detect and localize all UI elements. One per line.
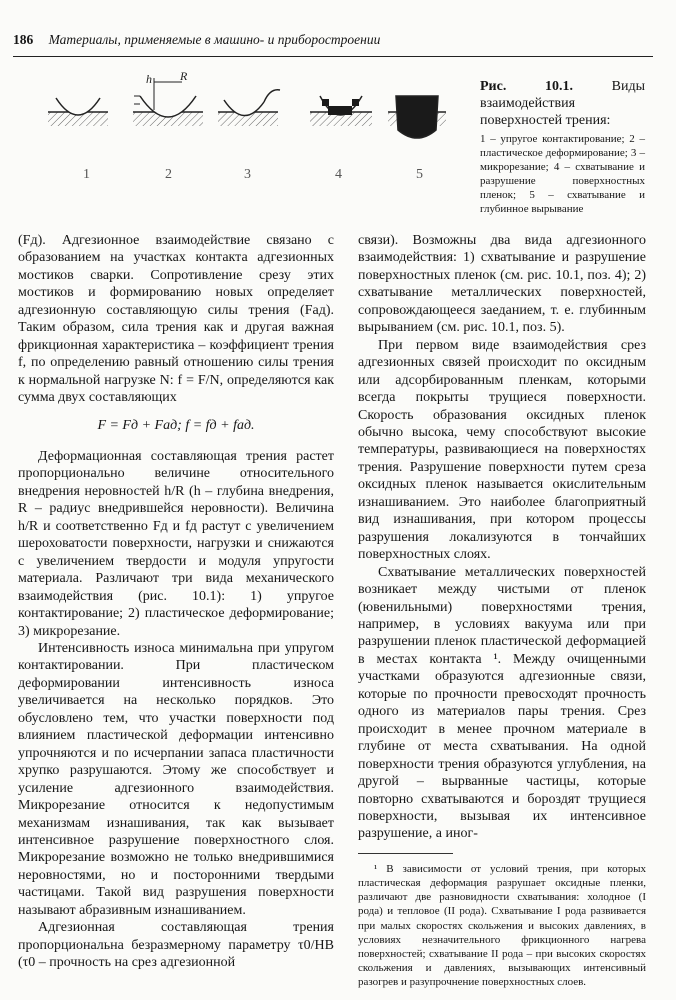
header-rule (13, 56, 653, 57)
paragraph: связи). Возможны два вида адгезионного взаимодействия: 1) схватывание и разрушение поверхностных пленок (см. рис. 10.1, поз. 4); 2) схватывание металлических поверхностей, сопровождающееся заеданием, т. е. глубинным вырыванием (см. рис. 10.1, поз. 5). (358, 233, 646, 336)
friction-diagram (48, 72, 446, 192)
caption-title (480, 78, 645, 129)
paragraph: Деформационная составляющая трения растет пропорционально величине относительного внедрения неровностей h/R (h – глубина внедрения, R – радиус внедрившейся неровности). Величина h/R и соответственно Fд и fд растут с увеличением шероховатости поверхности, нагрузки и снижаются с увеличением твердости и модуля упругости материала. Различают три вида механического взаимодействия (рис. 10.1): 1) упругое контактирование; 2) пластическое деформирование; 3) микрорезание. (18, 448, 334, 639)
caption-title-text: Виды взаимодействия поверхностей трения: (480, 79, 645, 128)
footnote-rule (358, 853, 453, 854)
surface-5 (388, 96, 446, 138)
paragraph: (Fд). Адгезионное взаимодействие связано с образованием на участках контакта адгезионных мостиков сварки. Сопротивление срезу этих мостиков и формированию новых определяет адгезионную составляющую силы трения (Fад). Таким образом, сила трения как и другая важная фрикционная характеристика – коэффициент трения f, по определению равный отношению силы трения к нормальной нагрузке N: f = F/N, определяются как сумма двух составляющих (18, 233, 334, 406)
right-column (358, 232, 646, 990)
running-header (13, 32, 648, 48)
left-column (18, 232, 334, 972)
paragraph: Адгезионная составляющая трения пропорциональна безразмерному параметру τ0/HB (τ0 – прочность на срез адгезионной (18, 920, 334, 971)
figure-caption (480, 78, 645, 216)
footnote-text: ¹ В зависимости от условий трения, при которых пластическая деформация разрушает оксидные пленки, различают две разновидности схватывания: холодное (I рода) и тепловое (II рода). Схватывание I рода развивается при малых скоростях скольжения и высоких давлениях, в условиях незначительного фрикционного нагрева поверхностей; схватывание II рода – при высоких скоростях скольжения и давлениях, вызывающих интенсивный разогрев и разупрочнение поверхностных слоев. (358, 862, 646, 989)
label-5: 5 (416, 167, 423, 182)
r-label: R (180, 72, 188, 83)
friction-figure (48, 72, 446, 192)
surface-3 (218, 90, 280, 126)
surface-4 (310, 96, 372, 126)
surface-1 (48, 98, 108, 126)
page-number: 186 (13, 32, 34, 47)
label-1: 1 (83, 167, 90, 182)
surface-2 (133, 78, 203, 126)
paragraph: Схватывание металлических поверхностей возникает между чистыми от пленок (ювенильными) поверхностями трения, например, в условиях вакуума или при разрушении пленок пластической деформацией в местах контакта ¹. Между очищенными участками образуются адгезионные связи, которые по прочности превосходят прочность одного из материалов пары трения. Срез происходит в менее прочном материале в глубине от места схватывания. На одной поверхности трения образуются углубления, на другой – вырванные частицы, которые повторно схватываются и бороздят трущиеся поверхности, вызывая их интенсивное разрушение, а иног- (358, 564, 646, 842)
h-label: h (146, 72, 152, 86)
footnote (358, 862, 646, 990)
caption-items: 1 – упругое контактирование; 2 – пластическое деформирование; 3 – микрорезание; 4 – схватывание и разрушение поверхностных пленок; 5 – схватывание и глубинное вырывание (480, 133, 645, 215)
label-3: 3 (244, 167, 251, 182)
paragraph: Интенсивность износа минимальна при упругом контактировании. При пластическом деформировании интенсивность износа увеличивается на несколько порядков. Это обусловлено тем, что участки поверхности под влиянием пластической деформации интенсивно упрочняются и по исчерпании запаса пластичности хрупко разрушаются. Этому же способствует и усиление адгезионного взаимодействия. Микрорезание относится к недопустимым механизмам изнашивания, так как вызывает интенсивное разрушение поверхностного слоя. Микрорезание возможно не только внедрившимися неровностями, но и посторонними твердыми частицами. Такой вид разрушения поверхности называют абразивным изнашиванием. (18, 640, 334, 918)
friction-formula: F = Fд + Fад; f = fд + fад. (97, 417, 255, 433)
running-title: Материалы, применяемые в машино- и приборостроении (48, 32, 381, 47)
label-4: 4 (335, 167, 342, 182)
label-2: 2 (165, 167, 172, 182)
paragraph: При первом виде взаимодействия срез адгезионных связей происходит по оксидным или адсорбированным пленкам, которыми всегда покрыты трущиеся поверхности. Скорость образования оксидных пленок обычно высока, чему способствуют высокие температуры, развивающиеся на поверхностях трения. Разрушение поверхности путем среза оксидных пленок называется окислительным изнашиванием. Это наиболее благоприятный вид изнашивания, при котором процессы разрушения локализуются в тончайших поверхностных слоях. (358, 337, 646, 563)
caption-number: Рис. 10.1. (480, 79, 573, 94)
